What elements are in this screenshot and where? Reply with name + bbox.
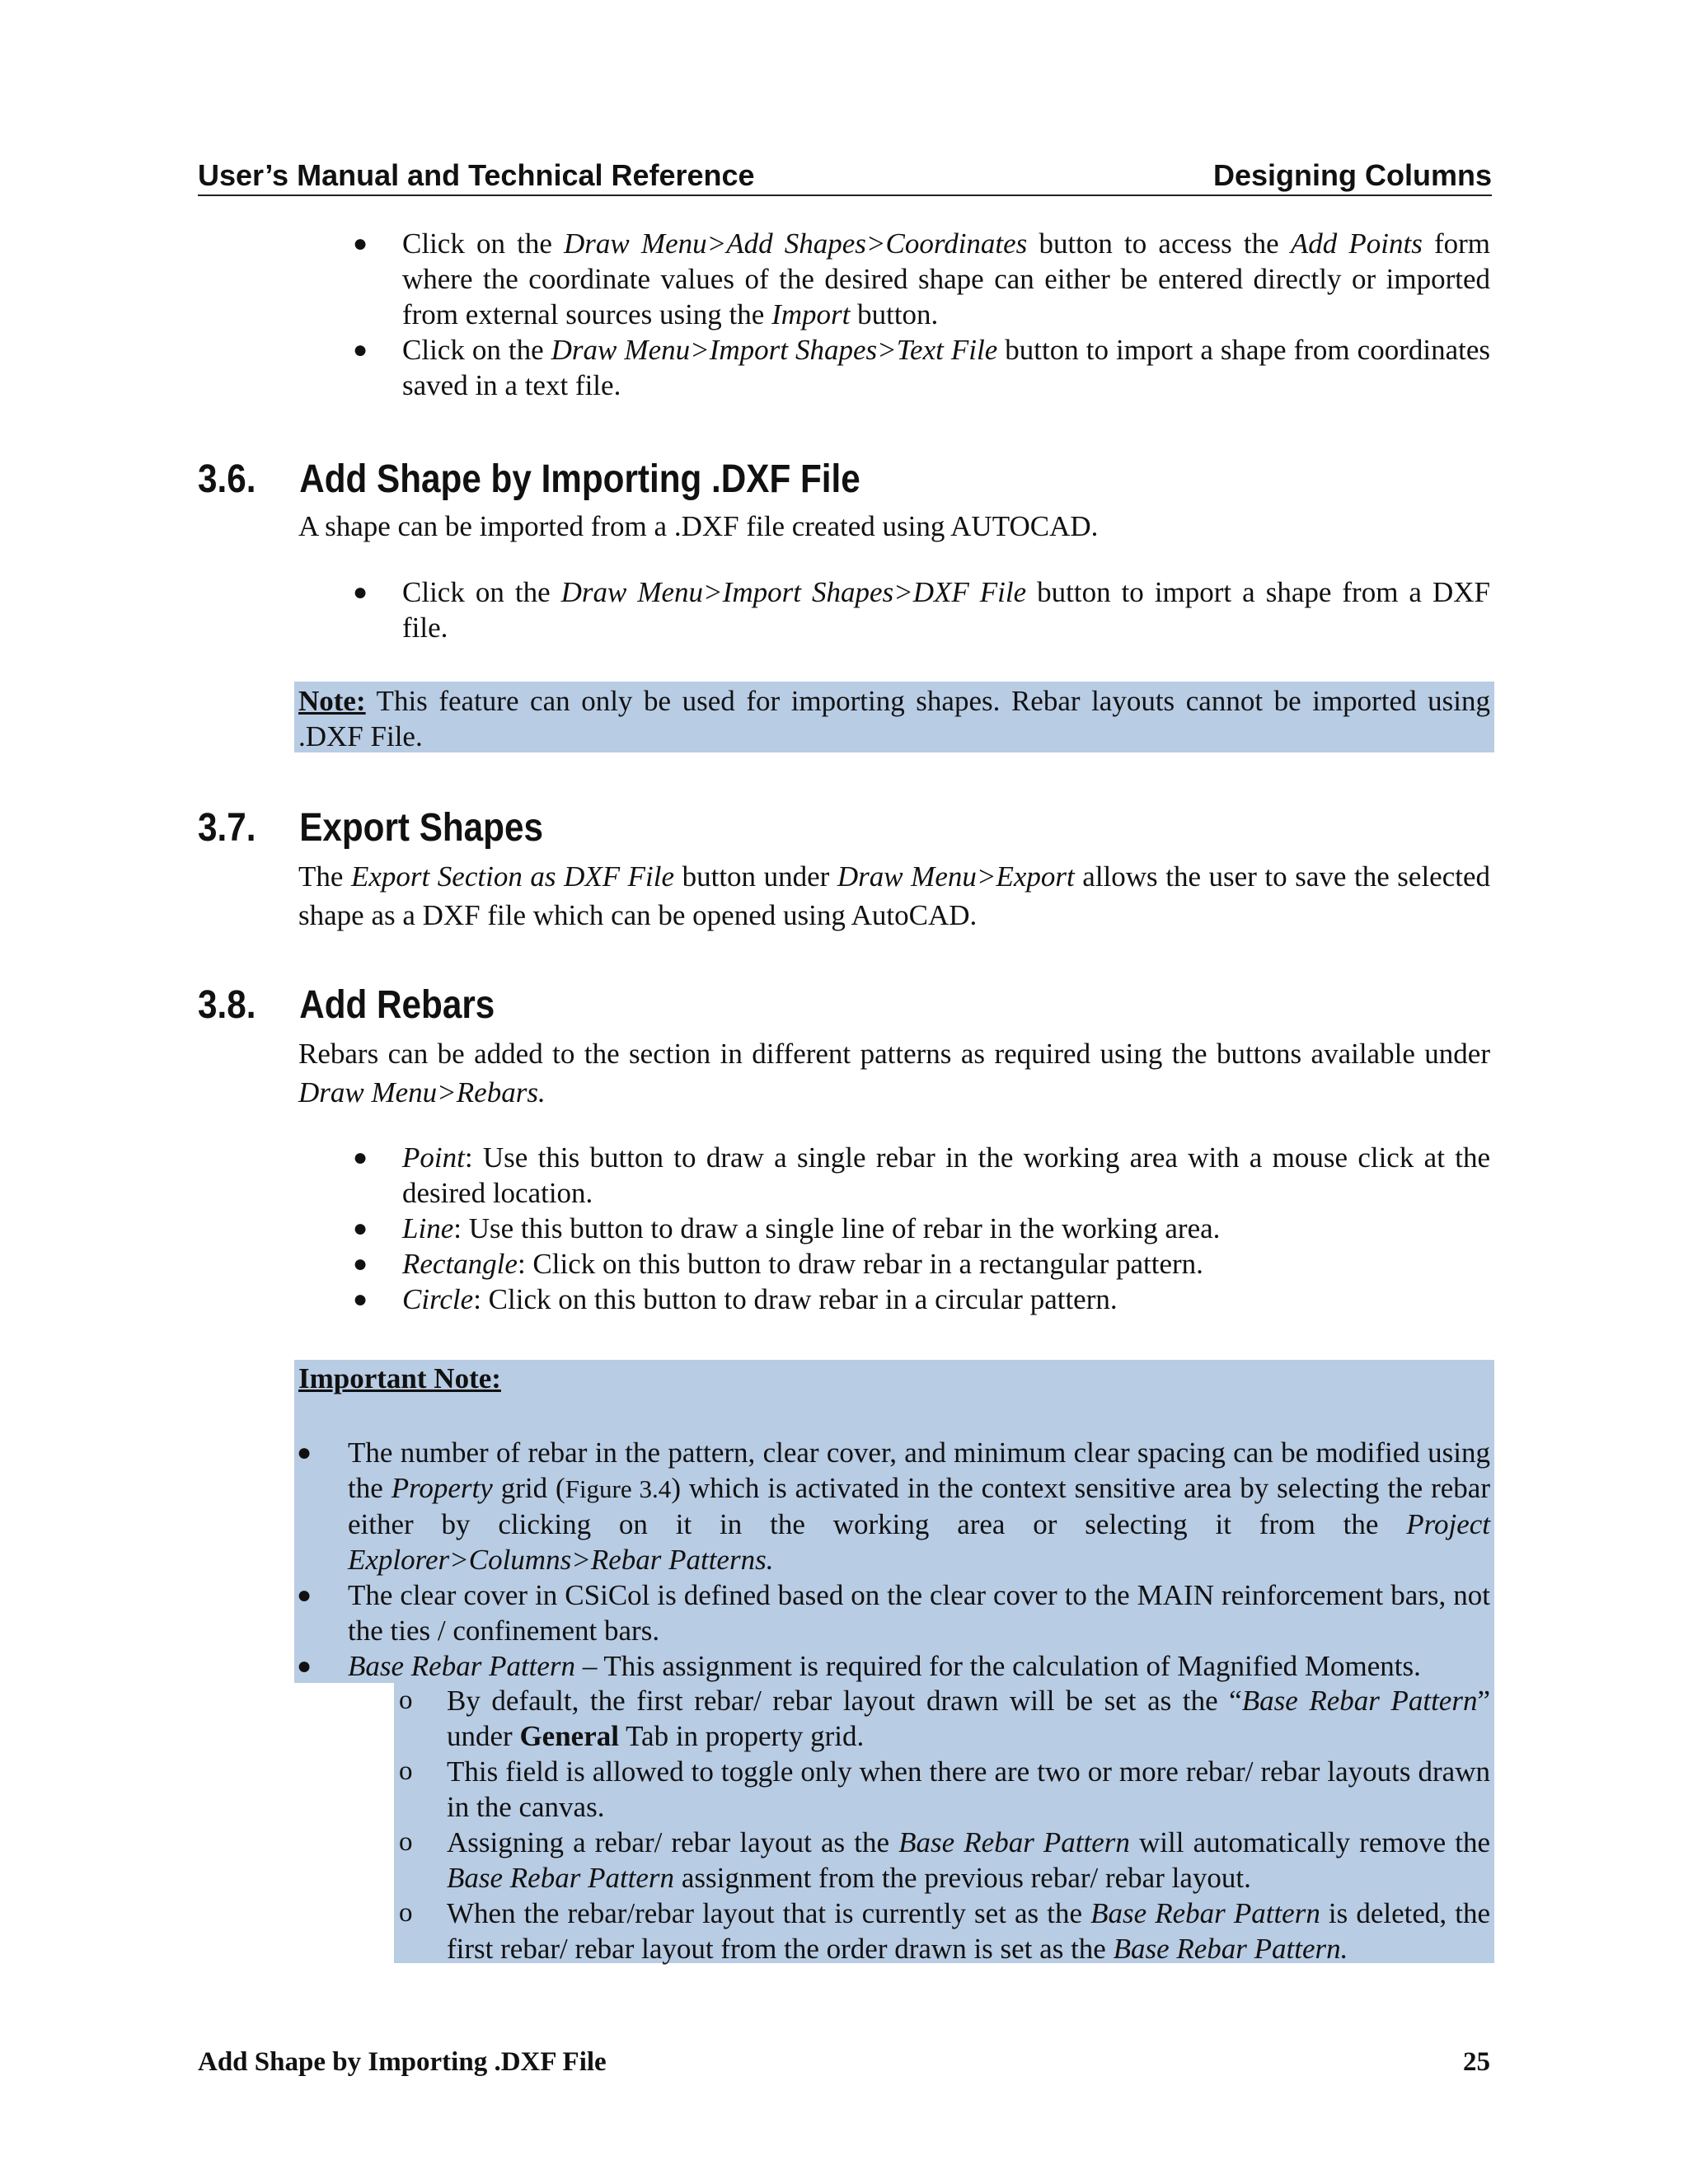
list-item: ● Point: Use this button to draw a single rebar in the working area with a mouse click at the desired location. xyxy=(353,1141,1490,1209)
footer-section-title: Add Shape by Importing .DXF File xyxy=(198,2047,607,2077)
list-item: ● Click on the Draw Menu>Import Shapes>DXF File button to import a shape from a DXF file. xyxy=(353,576,1490,644)
list-item: ● Circle: Click on this button to draw rebar in a circular pattern. xyxy=(353,1283,1118,1315)
header-chapter: Designing Columns xyxy=(1212,158,1492,192)
rebar-tools-bullet-list xyxy=(353,1140,1490,1317)
circle-bullet-icon: o xyxy=(399,1756,413,1786)
list-item: ● Base Rebar Pattern – This assignment is required for the calculation of Magnified Moments. xyxy=(297,1650,1421,1682)
circle-bullet-icon: o xyxy=(399,1898,413,1928)
important-note-label: Important Note: xyxy=(298,1362,501,1394)
list-item: o By default, the first rebar/ rebar layout drawn will be set as the “Base Rebar Pattern” under General Tab in property grid. xyxy=(399,1685,1490,1752)
intro-bullet-list xyxy=(353,226,1491,403)
list-item: o Assigning a rebar/ rebar layout as the Base Rebar Pattern will automatically remove the Base Rebar Pattern assignment from the previous rebar/ rebar layout. xyxy=(399,1826,1490,1894)
bullet-icon: ● xyxy=(353,230,368,257)
list-item: ● Rectangle: Click on this button to draw rebar in a rectangular pattern. xyxy=(353,1248,1203,1280)
bullet-icon: ● xyxy=(297,1652,312,1680)
page-footer xyxy=(198,2046,1490,2079)
section-heading-3-8: 3.8. Add Rebars xyxy=(198,983,495,1027)
section-heading-3-7: 3.7. Export Shapes xyxy=(198,806,543,850)
note-label: Note: xyxy=(298,685,366,717)
circle-bullet-icon: o xyxy=(399,1685,413,1715)
note-text: This feature can only be used for importing shapes. Rebar layouts cannot be imported using .DXF File. xyxy=(298,685,1490,752)
bullet-icon: ● xyxy=(353,1286,368,1313)
section-3-6-paragraph: A shape can be imported from a .DXF file created using AUTOCAD. xyxy=(298,510,1099,542)
list-item: ● The number of rebar in the pattern, clear cover, and minimum clear spacing can be modified using the Property grid (Figure 3.4) which is activated in the context sensitive area by selecting the rebar either by clicking on it in the working area or selecting it from the Project Explorer>Columns>Rebar Patterns. xyxy=(297,1436,1490,1576)
section-heading-3-6: 3.6. Add Shape by Importing .DXF File xyxy=(198,457,860,501)
section-3-8-paragraph: Rebars can be added to the section in different patterns as required using the buttons available under Draw Menu>Rebars. xyxy=(298,1038,1490,1108)
list-item: o When the rebar/rebar layout that is currently set as the Base Rebar Pattern is deleted, the first rebar/ rebar layout from the order drawn is set as the Base Rebar Pattern. xyxy=(399,1897,1491,1965)
bullet-icon: ● xyxy=(353,1250,368,1277)
bullet-icon: ● xyxy=(353,579,368,606)
bullet-icon: ● xyxy=(353,1144,368,1171)
section-3-7-paragraph: The Export Section as DXF File button under Draw Menu>Export allows the user to save the selected shape as a DXF file which can be opened using AutoCAD. xyxy=(298,860,1490,931)
list-item: ● The clear cover in CSiCol is defined based on the clear cover to the MAIN reinforcement bars, not the ties / confinement bars. xyxy=(297,1579,1490,1647)
important-note-list xyxy=(297,1435,1490,1684)
note-box xyxy=(294,682,1494,752)
list-item: ● Line: Use this button to draw a single line of rebar in the working area. xyxy=(353,1212,1221,1244)
bullet-icon: ● xyxy=(353,1215,368,1242)
list-item: ● Click on the Draw Menu>Import Shapes>Text File button to import a shape from coordinates saved in a text file. xyxy=(353,334,1490,401)
bullet-icon: ● xyxy=(297,1582,312,1609)
page-number: 25 xyxy=(1463,2047,1490,2077)
list-item: ● Click on the Draw Menu>Add Shapes>Coordinates button to access the Add Points form where the coordinate values of the desired shape can either be entered directly or imported from external sources using the Import button. xyxy=(353,227,1491,330)
running-header xyxy=(198,155,1492,196)
header-title: User’s Manual and Technical Reference xyxy=(198,158,755,192)
bullet-icon: ● xyxy=(353,336,368,363)
list-item: o This field is allowed to toggle only when there are two or more rebar/ rebar layouts drawn in the canvas. xyxy=(399,1755,1490,1823)
bullet-icon: ● xyxy=(297,1439,312,1466)
figure-reference: Figure 3.4 xyxy=(565,1474,672,1503)
circle-bullet-icon: o xyxy=(399,1827,413,1857)
base-rebar-sublist xyxy=(399,1683,1491,1966)
section-3-6-bullet-list xyxy=(353,574,1490,645)
